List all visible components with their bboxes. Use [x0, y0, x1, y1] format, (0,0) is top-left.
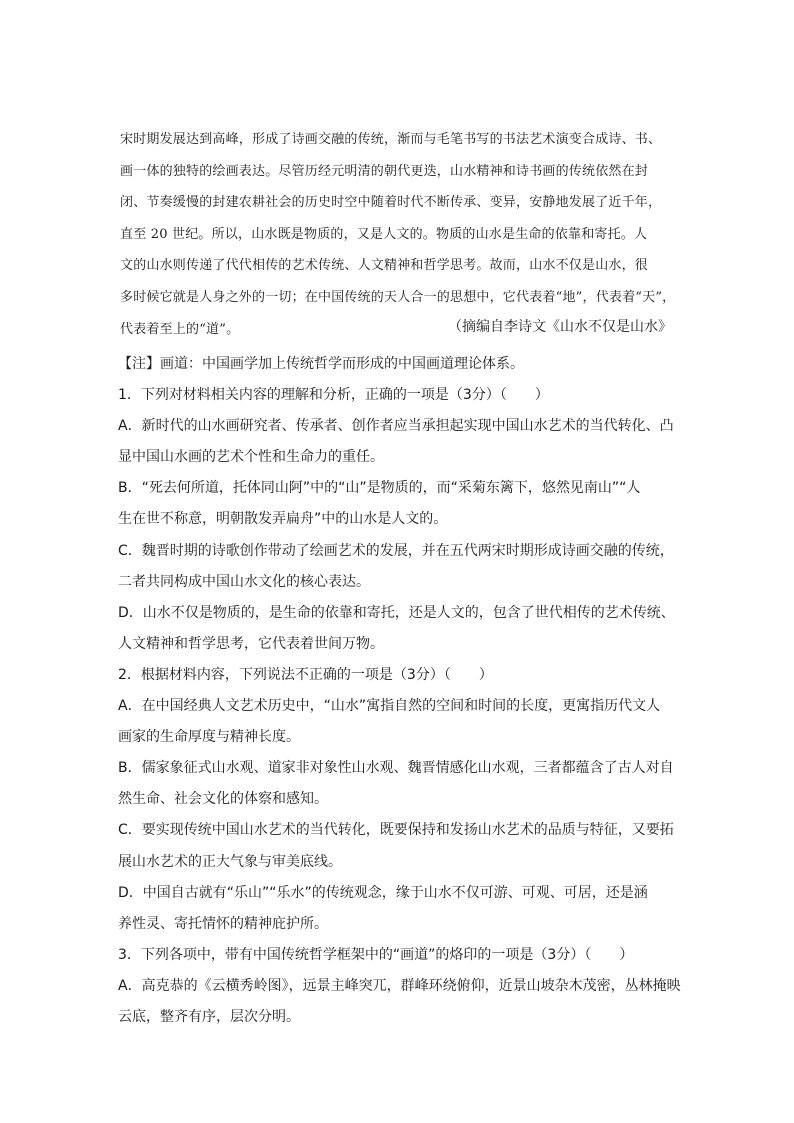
- question-1-option-a-cont: 显中国山水画的艺术个性和生命力的重任。: [118, 449, 384, 466]
- passage-line: 代表着至上的“道”。: [120, 321, 240, 337]
- note-line: 【注】画道：中国画学加上传统哲学而形成的中国画道理论体系。: [118, 356, 524, 372]
- passage-line: 多时候它就是人身之外的一切；在中国传统的天人合一的思想中，它代表着“地”，代表着“天”，: [120, 289, 676, 305]
- question-2-option-a: A．在中国经典人文艺术历史中，“山水”寓指自然的空间和时间的长度，更寓指历代文人: [118, 698, 661, 715]
- question-1-stem: 1．下列对材料相关内容的理解和分析，正确的一项是（3分）（ ）: [118, 387, 549, 404]
- question-2-option-c: C．要实现传统中国山水艺术的当代转化，既要保持和发扬山水艺术的品质与特征，又要拓: [118, 822, 674, 839]
- question-1-option-d-cont: 人文精神和哲学思考，它代表着世间万物。: [118, 635, 384, 652]
- question-2-option-b-cont: 然生命、社会文化的体察和感知。: [118, 791, 328, 808]
- passage-line: 闭、节奏缓慢的封建农耕社会的历史时空中随着时代不断传承、变异，安静地发展了近千年，: [120, 195, 662, 211]
- question-2-option-d-cont: 养性灵、寄托情怀的精神庇护所。: [118, 915, 328, 932]
- question-2-option-c-cont: 展山水艺术的正大气象与审美底线。: [118, 853, 342, 870]
- passage-line: 画一体的独特的绘画表达。尽管历经元明清的朝代更迭，山水精神和诗书画的传统依然在封: [120, 163, 649, 179]
- question-2-option-d: D．中国自古就有“乐山”“乐水”的传统观念，缘于山水不仅可游、可观、可居，还是涵: [118, 884, 648, 901]
- passage-line: 直至 20 世纪。所以，山水既是物质的，又是人文的。物质的山水是生命的依靠和寄托。人: [120, 226, 648, 242]
- question-1-option-b-cont: 生在世不称意，明朝散发弄扁舟”中的山水是人文的。: [118, 511, 448, 528]
- question-1-option-a: A．新时代的山水画研究者、传承者、创作者应当承担起实现中国山水艺术的当代转化、凸: [118, 418, 674, 435]
- passage-line: 文的山水则传递了代代相传的艺术传统、人文精神和哲学思考。故而，山水不仅是山水，很: [120, 258, 649, 274]
- question-1-option-b: B．“死去何所道，托体同山阿”中的“山”是物质的，而“采菊东篱下，悠然见南山”“人: [118, 480, 641, 497]
- source-citation: （摘编自李诗文《山水不仅是山水》: [448, 319, 672, 335]
- passage-line: 宋时期发展达到高峰，形成了诗画交融的传统，渐而与毛笔书写的书法艺术演变合成诗、书、: [120, 132, 662, 147]
- question-3-option-a-cont: 云底，整齐有序，层次分明。: [118, 1008, 300, 1025]
- question-1-option-c-cont: 二者共同构成中国山水文化的核心表达。: [118, 573, 370, 590]
- question-3-stem: 3．下列各项中，带有中国传统哲学框架中的“画道”的烙印的一项是（3分）（ ）: [118, 946, 634, 963]
- question-3-option-a: A．高克恭的《云横秀岭图》，远景主峰突兀，群峰环绕俯仰，近景山坡杂木茂密，丛林掩映: [118, 977, 681, 994]
- question-2-option-a-cont: 画家的生命厚度与精神长度。: [118, 729, 300, 746]
- question-2-stem: 2．根据材料内容，下列说法不正确的一项是（3分）（ ）: [118, 666, 493, 683]
- passage-text: [120, 124, 680, 345]
- question-1-option-c: C．魏晋时期的诗歌创作带动了绘画艺术的发展，并在五代两宋时期形成诗画交融的传统，: [118, 542, 674, 559]
- question-1-option-d: D．山水不仅是物质的，是生命的依靠和寄托，还是人文的，包含了世代相传的艺术传统、: [118, 604, 675, 621]
- questions-section: [118, 349, 684, 1033]
- question-2-option-b: B．儒家象征式山水观、道家非对象性山水观、魏晋情感化山水观，三者都蕴含了古人对自: [118, 760, 674, 777]
